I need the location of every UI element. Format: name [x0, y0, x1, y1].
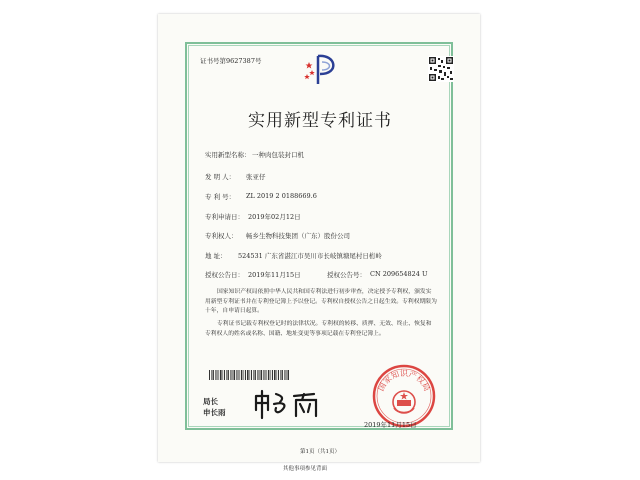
national-emblem-icon	[393, 391, 415, 413]
director-name: 申长雨	[203, 408, 226, 417]
qr-code	[428, 56, 454, 82]
grant-date-value: 2019年11月15日	[248, 271, 301, 279]
director-title: 局长	[203, 397, 218, 406]
field-value-inventor: 张亚仔	[246, 173, 266, 181]
field-value-utility-name: 一种肉包装封口机	[252, 151, 304, 159]
cnipa-logo	[302, 50, 342, 90]
field-value-address: 524531 广东省湛江市吴川市长岐镇塘尾村日桁岭	[238, 252, 382, 260]
back-note: 其他事项参见背面	[283, 466, 328, 472]
grant-number-value: CN 209654824 U	[370, 270, 428, 278]
field-value-application-date: 2019年02月12日	[248, 213, 301, 221]
field-value-patentee: 畅乡生物科技集团（广东）股份公司	[246, 232, 350, 240]
field-label-address: 地 址：	[205, 252, 227, 260]
field-label-inventor: 发 明 人：	[205, 173, 236, 181]
legal-status-paragraph: 专利证书记载专利权登记时的法律状况。专利权的转移、质押、无效、终止、恢复和专利权人的姓名或名称、国籍、地址变更等事项记载在专利登记簿上。	[205, 321, 432, 337]
grant-date-label: 授权公告日：	[205, 271, 244, 279]
official-seal	[372, 364, 436, 428]
field-label-patent-number: 专 利 号：	[205, 193, 236, 201]
seal-date: 2019年11月15日	[364, 421, 417, 429]
barcode	[209, 370, 289, 380]
certificate-title: 实用新型专利证书	[248, 111, 392, 131]
field-label-application-date: 专利申请日：	[205, 213, 244, 221]
director-signature	[252, 388, 328, 420]
grant-number-label: 授权公告号：	[327, 271, 366, 279]
field-value-patent-number: ZL 2019 2 0188669.6	[246, 192, 317, 200]
seal-text: 国家知识产权局	[376, 369, 432, 393]
page-number: 第1页（共1页）	[300, 449, 340, 455]
grant-statement-paragraph: 国家知识产权局依照中华人民共和国专利法进行初步审查，决定授予专利权，颁发实用新型专利证书并在专利登记簿上予以登记。专利权自授权公告之日起生效。专利权期限为十年，自申请日起算。	[205, 289, 437, 314]
field-label-patentee: 专利权人：	[205, 232, 238, 240]
certificate-number: 证书号第9627387号	[200, 57, 262, 65]
field-label-utility-name: 实用新型名称：	[205, 151, 251, 159]
